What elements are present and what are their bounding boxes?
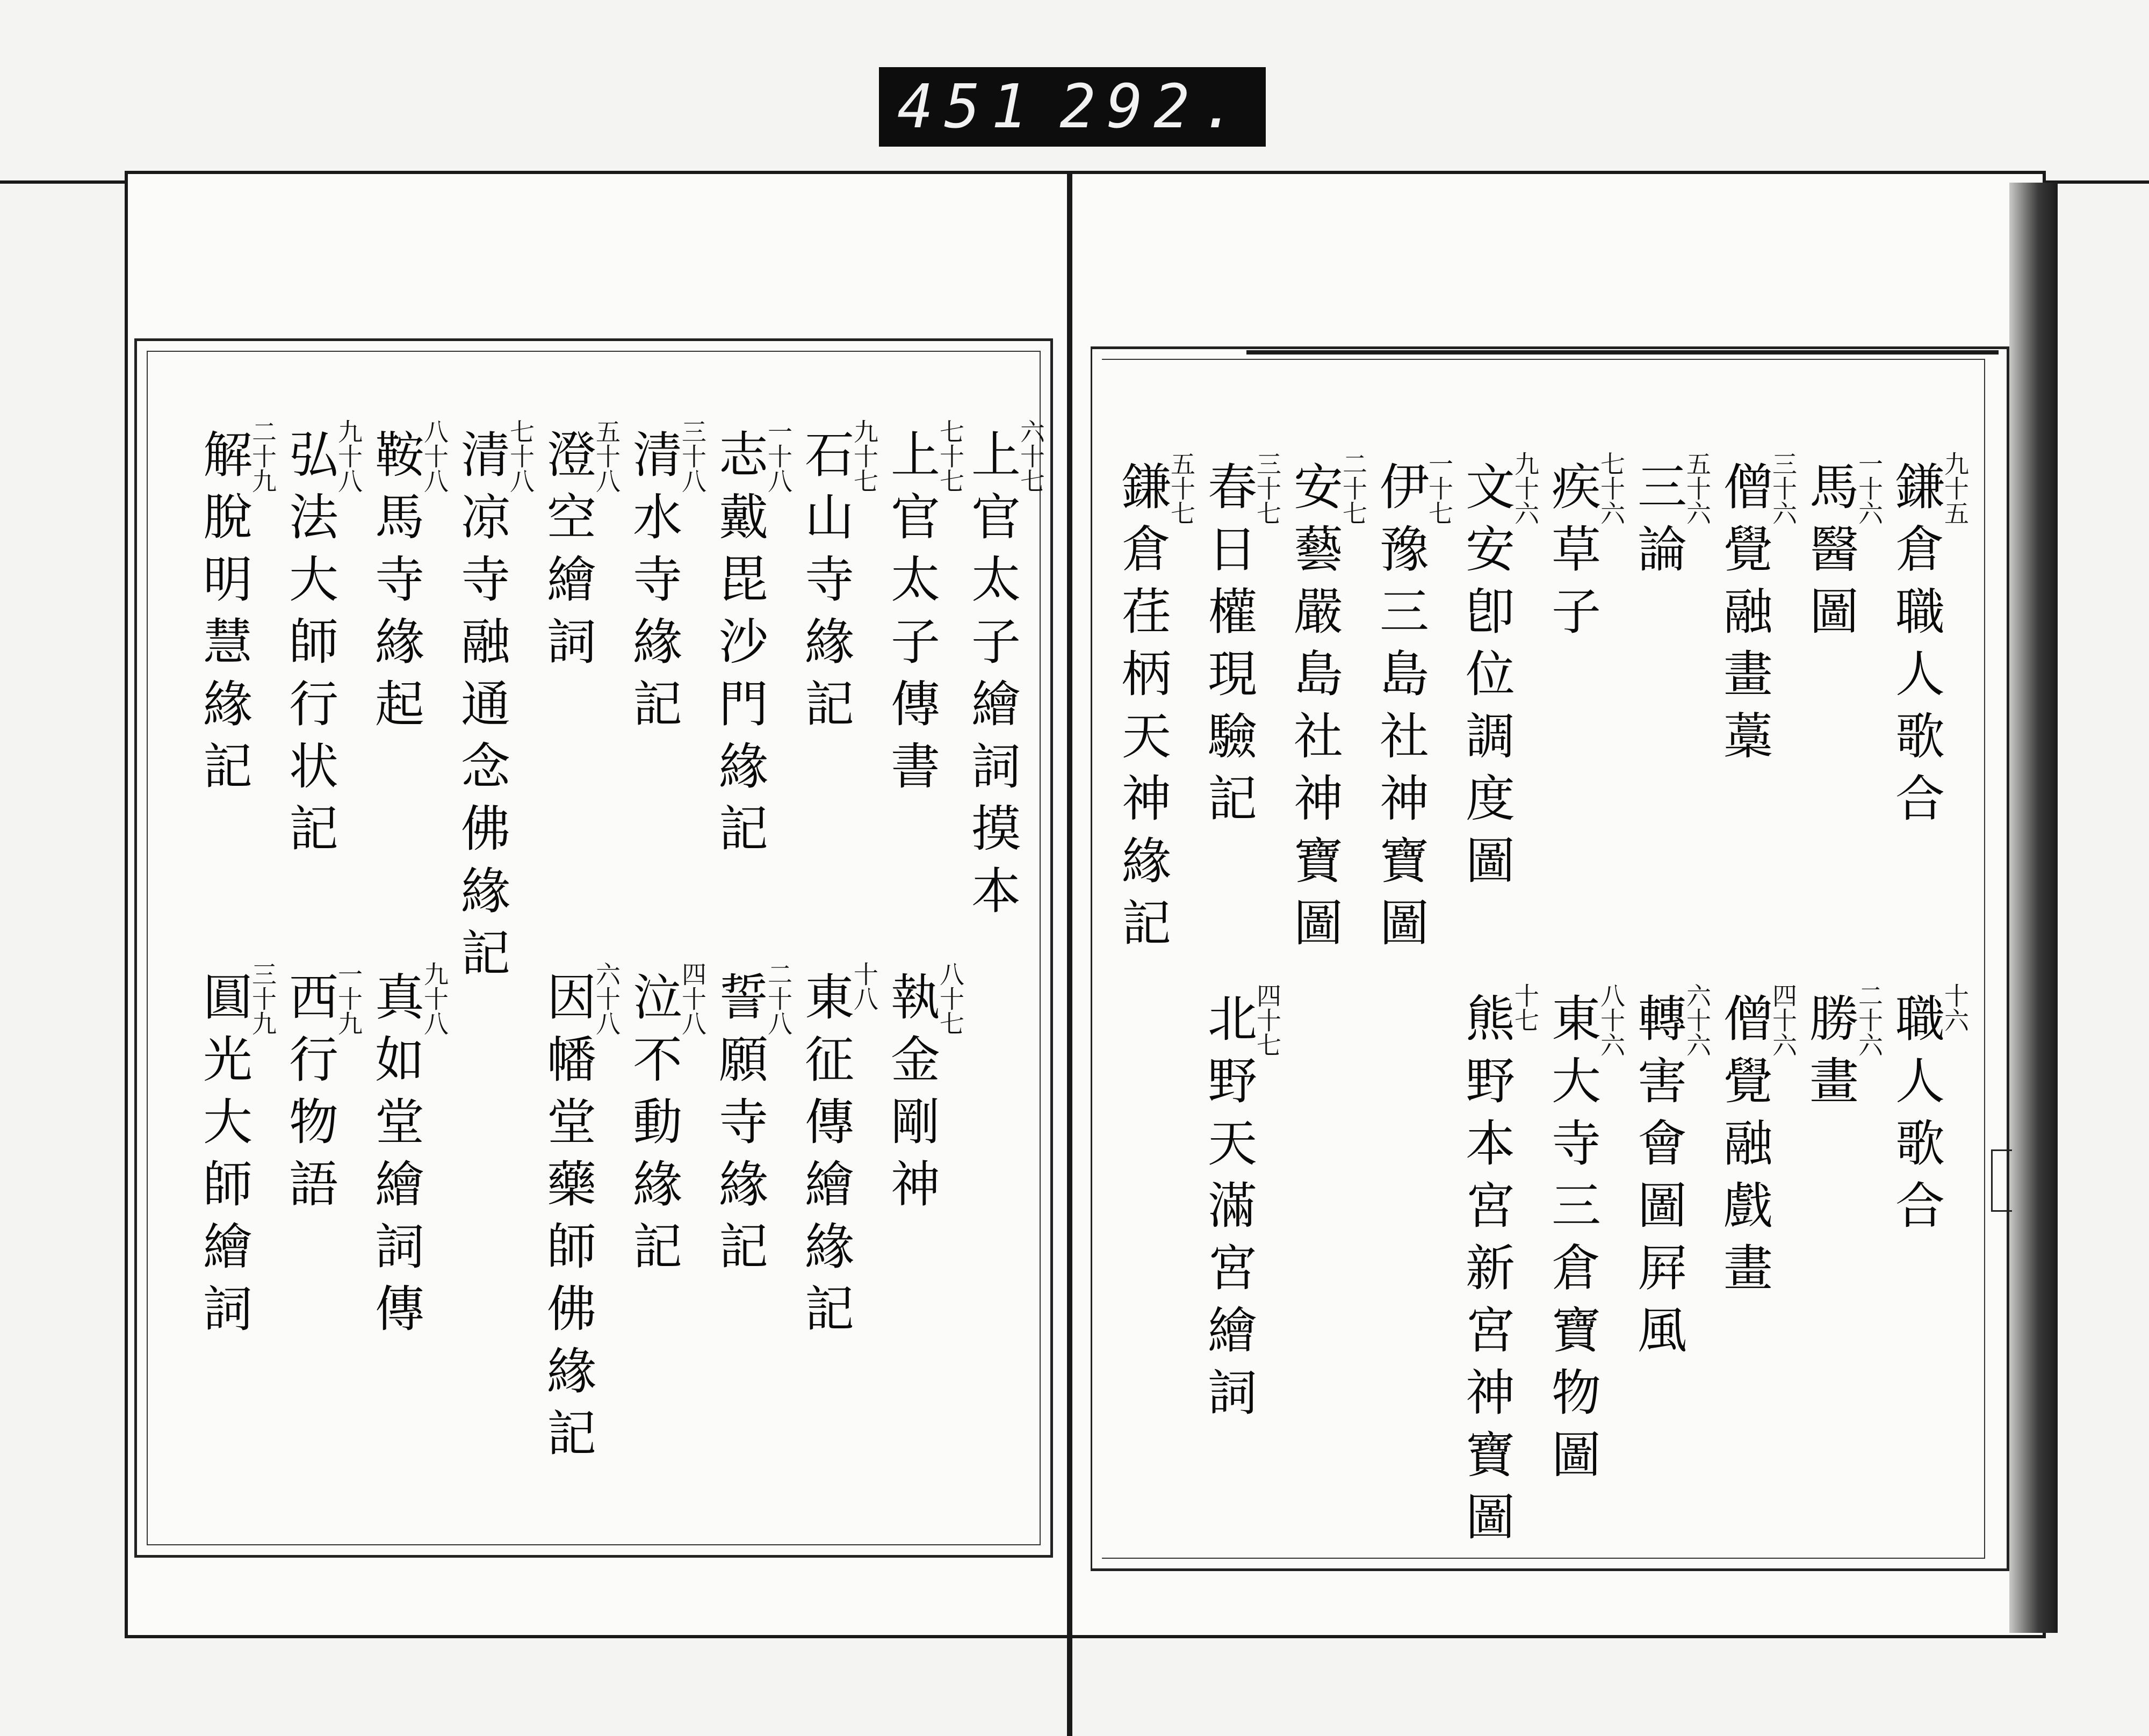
list-item <box>797 961 879 1345</box>
entry-number: 七十八 <box>506 419 535 493</box>
list-item <box>281 961 363 1220</box>
entry-title: 上官太子繪詞摸本 <box>963 429 1021 927</box>
entry-title: 志戴毘沙門緣記 <box>711 429 768 865</box>
entry-number: 六十六 <box>1683 983 1712 1057</box>
entry-title: 春日權現驗記 <box>1200 461 1257 835</box>
entry-number: 九十八 <box>334 419 363 493</box>
entry-title: 僧覺融戲畫 <box>1715 993 1773 1304</box>
entry-number: 八十七 <box>936 961 965 1036</box>
entry-number: 三十九 <box>248 961 277 1036</box>
entry-title: 北野天滿宮繪詞 <box>1200 993 1257 1429</box>
entry-title: 職人歌合 <box>1887 993 1945 1242</box>
entry-number: 三十六 <box>1769 451 1798 525</box>
entry-title: 疾草子 <box>1544 461 1601 648</box>
list-item <box>1458 451 1540 897</box>
entry-number: 八十八 <box>420 419 449 493</box>
entry-title: 東征傳繪緣記 <box>797 971 854 1345</box>
entry-number: 六十七 <box>1016 419 1045 493</box>
entry-number: 一十九 <box>334 961 363 1036</box>
list-item <box>539 419 621 678</box>
entry-title: 鞍馬寺緣起 <box>367 429 424 740</box>
frame-number: 292. <box>1059 72 1247 142</box>
entry-title: 熊野本宮新宮神寶圖 <box>1458 993 1515 1553</box>
entry-number: 二十七 <box>1339 451 1368 525</box>
reel-number: 451 <box>897 72 1039 142</box>
list-item <box>1544 451 1626 648</box>
entry-number: 十八 <box>850 961 879 1011</box>
entry-number: 七十七 <box>936 419 965 493</box>
entry-number: 一十七 <box>1425 451 1454 525</box>
entry-title: 僧覺融畫藁 <box>1715 461 1773 772</box>
list-item <box>453 419 535 989</box>
list-item <box>1629 983 1712 1366</box>
entry-number: 四十七 <box>1253 983 1282 1057</box>
book-fore-edge <box>2009 183 2058 1633</box>
list-item <box>625 961 707 1283</box>
entry-title: 馬醫圖 <box>1801 461 1859 648</box>
list-item <box>367 961 449 1345</box>
entry-title: 解脫明慧緣記 <box>195 429 253 802</box>
entry-title: 文安卽位調度圖 <box>1458 461 1515 897</box>
entry-title: 轉害會圖屛風 <box>1629 993 1687 1366</box>
entry-title: 三論 <box>1629 461 1687 585</box>
entry-title: 勝畫 <box>1801 993 1859 1117</box>
entry-title: 真如堂繪詞傳 <box>367 971 424 1345</box>
entry-title: 東大寺三倉寶物圖 <box>1544 993 1601 1491</box>
list-item <box>1114 451 1196 959</box>
entry-number: 二十九 <box>248 419 277 493</box>
entry-number: 四十八 <box>678 961 707 1036</box>
entry-number: 六十八 <box>592 961 621 1036</box>
list-item <box>1715 983 1798 1304</box>
entry-title: 清水寺緣記 <box>625 429 682 740</box>
list-item <box>883 961 965 1220</box>
list-item <box>711 961 793 1283</box>
entry-number: 八十六 <box>1597 983 1626 1057</box>
list-item <box>963 419 1045 927</box>
entry-number: 九十七 <box>850 419 879 493</box>
list-item <box>711 419 793 865</box>
list-item <box>1458 983 1540 1553</box>
entry-title: 弘法大師行状記 <box>281 429 338 865</box>
list-item <box>195 419 277 802</box>
entry-title: 泣不動緣記 <box>625 971 682 1283</box>
list-item <box>195 961 277 1345</box>
entry-number: 五十六 <box>1683 451 1712 525</box>
entry-number: 十六 <box>1941 983 1970 1032</box>
entry-number: 一十八 <box>764 419 793 493</box>
entry-number: 九十六 <box>1511 451 1540 525</box>
book-gutter <box>1067 171 1072 1736</box>
list-item <box>1200 983 1282 1429</box>
list-item <box>883 419 965 802</box>
entry-number: 一十六 <box>1855 451 1884 525</box>
right-page-header-rule <box>1246 350 1999 355</box>
list-item <box>367 419 449 740</box>
entry-title: 鎌倉荏柄天神緣記 <box>1114 461 1171 959</box>
entry-number: 七十六 <box>1597 451 1626 525</box>
list-item <box>539 961 621 1470</box>
entry-number: 九十八 <box>420 961 449 1036</box>
entry-number: 二十八 <box>764 961 793 1036</box>
entry-title: 上官太子傳書 <box>883 429 940 802</box>
list-item <box>1629 451 1712 585</box>
list-item <box>1801 983 1884 1117</box>
list-item <box>1544 983 1626 1491</box>
list-item <box>625 419 707 740</box>
entry-number: 九十五 <box>1941 451 1970 525</box>
entry-title: 因幡堂藥師佛緣記 <box>539 971 596 1470</box>
list-item <box>1715 451 1798 772</box>
entry-title: 石山寺緣記 <box>797 429 854 740</box>
entry-title: 執金剛神 <box>883 971 940 1220</box>
list-item <box>1887 983 1970 1242</box>
entry-number: 十七 <box>1511 983 1540 1032</box>
entry-title: 圓光大師繪詞 <box>195 971 253 1345</box>
entry-number: 五十七 <box>1167 451 1196 525</box>
list-item <box>1801 451 1884 648</box>
list-item <box>1372 451 1454 959</box>
entry-number: 三十七 <box>1253 451 1282 525</box>
entry-number: 二十六 <box>1855 983 1884 1057</box>
entry-title: 澄空繪詞 <box>539 429 596 678</box>
list-item <box>797 419 879 740</box>
entry-title: 安藝嚴島社神寶圖 <box>1286 461 1343 959</box>
list-item <box>1200 451 1282 835</box>
list-item <box>281 419 363 865</box>
list-item <box>1286 451 1368 959</box>
list-item <box>1887 451 1970 835</box>
entry-title: 清凉寺融通念佛緣記 <box>453 429 510 989</box>
microfilm-frame-label <box>879 67 1266 147</box>
entry-title: 西行物語 <box>281 971 338 1220</box>
entry-title: 誓願寺緣記 <box>711 971 768 1283</box>
entry-number: 四十六 <box>1769 983 1798 1057</box>
entry-title: 鎌倉職人歌合 <box>1887 461 1945 835</box>
entry-title: 伊豫三島社神寶圖 <box>1372 461 1429 959</box>
entry-number: 三十八 <box>678 419 707 493</box>
entry-number: 五十八 <box>592 419 621 493</box>
